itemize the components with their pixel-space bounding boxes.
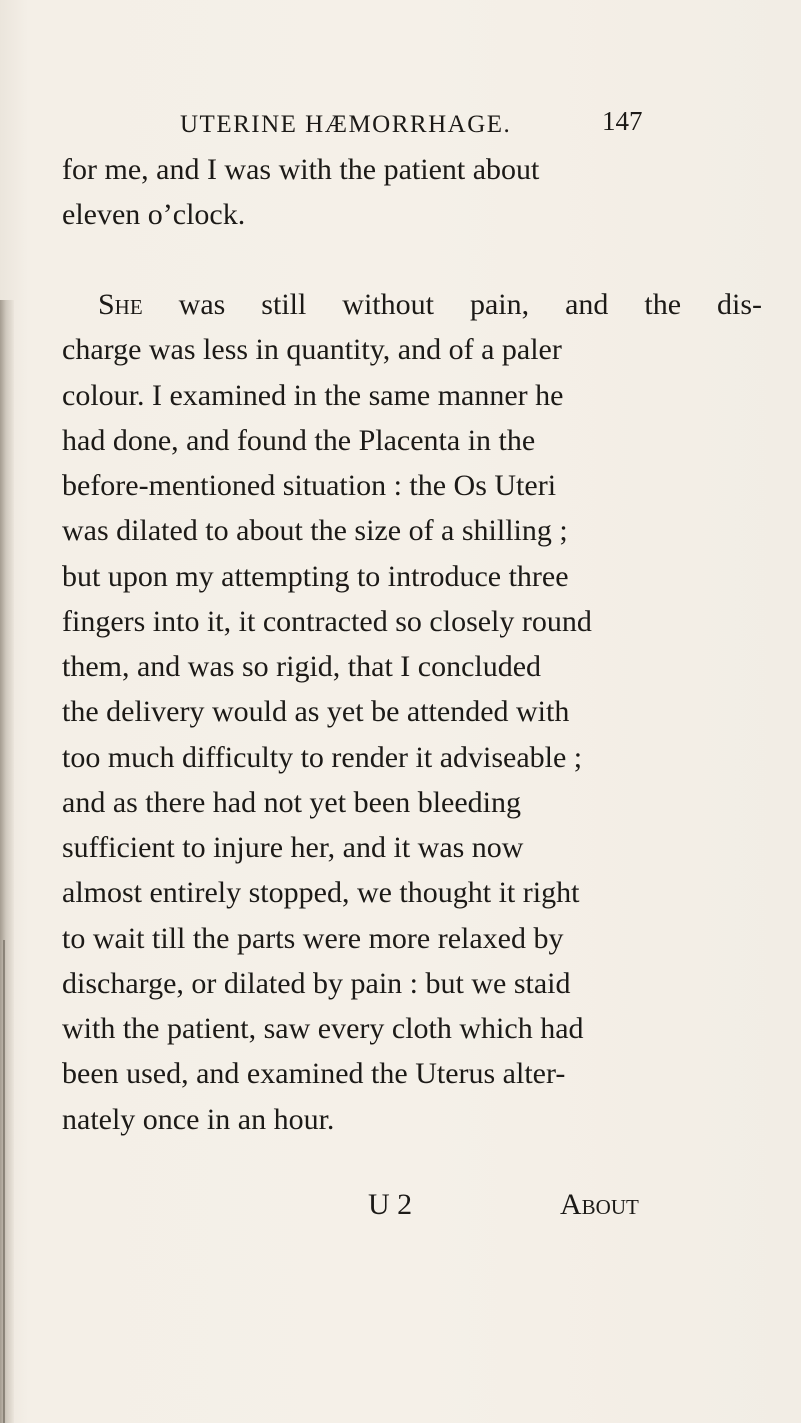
text-line: eleven o’clock. <box>62 198 246 231</box>
signature-mark: U 2 <box>368 1188 413 1221</box>
catchword: About <box>560 1188 639 1221</box>
text-line: nately once in an hour. <box>62 1103 335 1136</box>
page-number: 147 <box>602 106 643 136</box>
text-line: had done, and found the Placenta in the <box>62 424 536 457</box>
text-line: before-mentioned situation : the Os Uteri <box>62 469 557 502</box>
text-line: with the patient, saw every cloth which had <box>62 1012 584 1045</box>
text-line: to wait till the parts were more relaxed by <box>62 922 564 955</box>
text-line: been used, and examined the Uterus alter- <box>62 1057 566 1090</box>
text-line: sufficient to injure her, and it was now <box>62 831 524 864</box>
text-line: colour. I examined in the same manner he <box>62 379 564 412</box>
text-line: for me, and I was with the patient about <box>62 153 540 186</box>
text-line <box>98 283 762 327</box>
text-line: discharge, or dilated by pain : but we staid <box>62 967 571 1000</box>
paragraph-lead-word: She <box>98 288 143 321</box>
text-line: but upon my attempting to introduce three <box>62 560 569 593</box>
text-line: them, and was so rigid, that I concluded <box>62 650 542 683</box>
text-line: almost entirely stopped, we thought it right <box>62 876 580 909</box>
binding-gutter <box>0 300 14 1423</box>
text-line: was dilated to about the size of a shilling ; <box>62 514 568 547</box>
text-line: charge was less in quantity, and of a paler <box>62 333 562 366</box>
text-line-rest: was still without pain, and the dis- <box>178 288 762 321</box>
gutter-shadow-line <box>3 940 5 1423</box>
text-line: and as there had not yet been bleeding <box>62 786 521 819</box>
text-line: fingers into it, it contracted so closely round <box>62 605 592 638</box>
text-line: too much difficulty to render it adviseable ; <box>62 741 583 774</box>
running-head: UTERINE HÆMORRHAGE. <box>180 111 512 138</box>
text-line: the delivery would as yet be attended with <box>62 695 570 728</box>
